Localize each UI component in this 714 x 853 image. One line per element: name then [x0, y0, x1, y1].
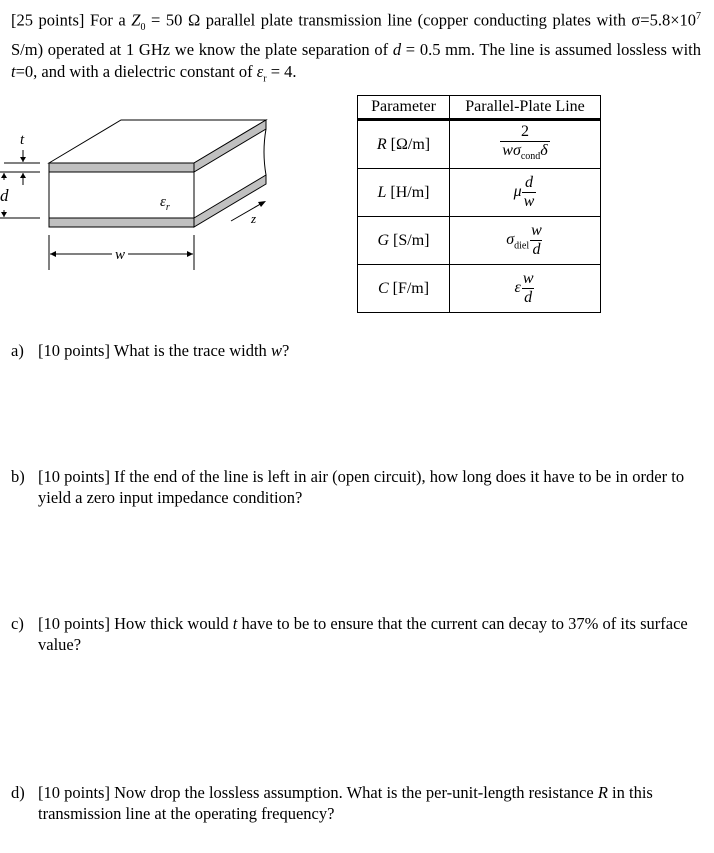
z-axis-label: z	[251, 211, 257, 226]
parameter-table	[357, 95, 601, 313]
parallel-plate-diagram	[0, 100, 300, 280]
question-b: b) [10 points] If the end of the line is left in air (open circuit), how long does it have to be in order to yield a zero input impedance condition?	[11, 467, 685, 507]
question-c: c) [10 points] How thick would t have to be to ensure that the current can decay to 37% of its surface value?	[11, 614, 688, 654]
header-parameter: Parameter	[358, 96, 450, 120]
table-row: C [F/m] ε $\frac{w}{d}$	[358, 265, 601, 313]
w-label: w	[115, 247, 126, 263]
header-parallel-plate: Parallel-Plate Line	[450, 96, 601, 120]
problem-statement: [25 points] For a $Z_0 = 50$ Ω parallel plate transmission line (copper conducting plates with $\sigma=5.8\times 10^7$ S/m) operated at 1 GHz we know the plate separation of d = 0.5 mm. The line is assumed lossless with t=0, and with a dielectric constant of $\varepsilon_r = 4$.	[11, 10, 701, 85]
table-row: G [S/m] $\sigma_{diel}$ $\frac{w}{d}$	[358, 217, 601, 265]
epsilon-r-label: $\varepsilon_r$	[160, 194, 170, 213]
table-row: R [Ω/m] $\frac{2}{w\sigma_{cond}\delta}$	[358, 120, 601, 169]
d-label: d	[0, 186, 9, 205]
question-a: a) [10 points] What is the trace width w?	[11, 341, 290, 360]
question-d: d) [10 points] Now drop the lossless assumption. What is the per-unit-length resistance R in this transmission line at the operating frequency?	[11, 783, 653, 823]
t-label: t	[20, 132, 25, 148]
table-row: L [H/m] μ $\frac{d}{w}$	[358, 169, 601, 217]
